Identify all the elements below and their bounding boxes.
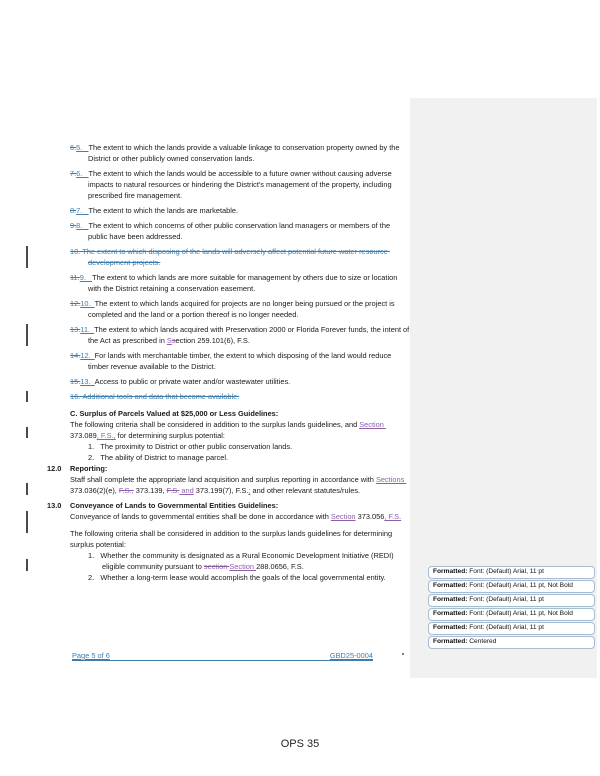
footer-page-number <box>72 651 110 660</box>
text-run: C. Surplus of Parcels Valued at $25,000 or Less Guidelines: <box>70 409 279 418</box>
balloon-text: Font: (Default) Arial, 11 pt <box>467 624 544 631</box>
text-run: , F.S., <box>96 431 116 440</box>
text-run: section <box>203 562 230 571</box>
text-run: 373.089 <box>70 431 97 440</box>
formatted-balloon[interactable] <box>428 608 595 621</box>
deleted-item-10 <box>70 246 410 268</box>
text-run: 13. <box>80 377 91 386</box>
text-run: Staff shall complete the appropriate land acquisition and surplus reporting in accordance with <box>70 475 376 484</box>
balloon-text: Font: (Default) Arial, 11 pt, Not Bold <box>467 610 573 617</box>
change-bar <box>26 324 28 346</box>
balloon-list <box>428 566 595 649</box>
surplus-parcels-heading <box>70 408 410 419</box>
text-run: 16. Additional tools and data that become available. <box>70 392 240 401</box>
page-footer <box>72 649 373 661</box>
text-run: 15. <box>70 377 81 386</box>
conveyance-sub-item-1 <box>88 550 410 572</box>
list-item-12 <box>70 350 410 372</box>
text-run: Reporting: <box>70 464 108 473</box>
list-item-6 <box>70 168 410 201</box>
text-run: 7. <box>76 206 83 215</box>
balloon-text: Centered <box>467 638 497 645</box>
formatted-balloon[interactable] <box>428 580 595 593</box>
text-run: ; <box>248 486 251 495</box>
text-run: for determining surplus potential: <box>115 431 225 440</box>
text-run: The extent to which the lands provide a valuable linkage to conservation property owned by the District or other publicly owned conservation lands. <box>88 143 402 163</box>
text-run: 9. <box>79 273 86 282</box>
text-run: Conveyance of lands to governmental entities shall be done in accordance with <box>70 512 331 521</box>
formatted-balloon[interactable] <box>428 566 595 579</box>
list-item-10 <box>70 298 410 320</box>
formatted-balloon[interactable] <box>428 594 595 607</box>
balloon-label: Formatted: <box>433 610 468 617</box>
conveyance-criteria-intro <box>70 528 410 550</box>
list-item-11 <box>70 324 410 346</box>
text-run: The following criteria shall be considered in addition to the surplus lands guidelines for determining surplus potential: <box>70 529 395 549</box>
text-run: For lands with merchantable timber, the extent to which disposing of the land would reduce timber revenue available to the District. <box>88 351 394 371</box>
text-run: F.S. <box>166 486 180 495</box>
footer-doc-number <box>330 651 373 660</box>
balloon-label: Formatted: <box>433 582 468 589</box>
conveyance-body <box>70 511 410 522</box>
text-run: 12. <box>80 351 91 360</box>
text-run: The extent to which the lands are marketable. <box>88 206 239 215</box>
text-run: 373.036(2)(e), <box>70 486 119 495</box>
text-run: Access to public or private water and/or wastewater utilities. <box>94 377 291 386</box>
text-run: 6. <box>70 143 77 152</box>
text-run: The extent to which lands acquired for projects are no longer being pursued or the project is completed and the land or a portion thereof is no longer needed. <box>88 299 397 319</box>
text-run: , F.S. <box>384 512 402 521</box>
change-bar <box>26 427 28 438</box>
balloon-label: Formatted: <box>433 568 468 575</box>
list-item-8 <box>70 220 410 242</box>
text-run: The extent to which concerns of other public conservation land managers or members of the public have been addressed. <box>88 221 393 241</box>
balloon-text: Font: (Default) Arial, 11 pt <box>467 596 544 603</box>
text-run: 373.139, <box>133 486 167 495</box>
balloon-label: Formatted: <box>433 624 468 631</box>
text-run: The extent to which lands are more suitable for management by others due to size or location with the District retaining a conservation easement. <box>88 273 400 293</box>
text-run: 1. Whether the community is designated as a Rural Economic Development Initiative (REDI) eligible community pursuant to <box>88 551 396 571</box>
balloon-text: Font: (Default) Arial, 11 pt <box>467 568 544 575</box>
formatted-balloon[interactable] <box>428 622 595 635</box>
change-bar <box>26 391 28 402</box>
text-run: 373.199(7), F.S. <box>193 486 249 495</box>
text-run: 11. <box>70 273 80 282</box>
text-run: The extent to which lands acquired with Preservation 2000 or Florida Forever funds, the intent of the Act as prescribed in <box>88 325 412 345</box>
list-item-13 <box>70 376 410 387</box>
text-run: ection 259.101(6), F.S. <box>175 336 250 345</box>
text-run: 288.0656, F.S. <box>256 562 304 571</box>
surplus-sub-item-1 <box>88 441 410 452</box>
balloon-label: Formatted: <box>433 638 468 645</box>
change-bar <box>26 511 28 533</box>
conveyance-heading <box>47 500 410 511</box>
text-run: 6. <box>76 169 83 178</box>
change-bar <box>26 246 28 268</box>
list-item-5 <box>70 142 410 164</box>
text-run: 13. <box>70 325 81 334</box>
text-run: S <box>166 336 172 345</box>
page-label: OPS 35 <box>280 738 320 750</box>
text-run: GBD25-0004 <box>329 651 373 660</box>
text-run: F.S., <box>118 486 134 495</box>
list-item-7 <box>70 205 410 216</box>
text-run: Section <box>330 512 356 521</box>
text-run: 373.056 <box>355 512 385 521</box>
text-run: 5. <box>76 143 83 152</box>
conveyance-sub-item-2 <box>88 572 410 583</box>
formatted-balloon[interactable] <box>428 636 595 649</box>
text-run: The extent to which the lands would be accessible to a future owner without causing adverse impacts to natural resources or hindering the District's management of the property, including prescribed fire management. <box>88 169 394 200</box>
text-run: Section <box>229 562 257 571</box>
section-number: 12.0 <box>47 464 62 473</box>
text-run: 10. The extent to which disposing of the lands will adversely affect potential future water resource development projects. <box>70 247 390 267</box>
text-run: 10. <box>80 299 91 308</box>
reporting-heading <box>47 463 410 474</box>
text-run: 9. <box>70 221 77 230</box>
text-run: Conveyance of Lands to Governmental Entities Guidelines: <box>70 501 279 510</box>
text-run: 11. <box>80 325 91 334</box>
balloon-text: Font: (Default) Arial, 11 pt, Not Bold <box>467 582 573 589</box>
section-number: 13.0 <box>47 501 62 510</box>
text-run: s <box>171 336 176 345</box>
text-run: Page 5 of 6 <box>72 651 110 660</box>
text-run: 1. The proximity to District or other public conservation lands. <box>88 442 293 451</box>
text-run: 14. <box>70 351 81 360</box>
text-run: and other relevant statutes/rules. <box>250 486 361 495</box>
text-run: 2. Whether a long-term lease would accomplish the goals of the local governmental entity. <box>88 573 386 582</box>
text-run: 8. <box>70 206 77 215</box>
text-run: and <box>179 486 194 495</box>
surplus-sub-item-2 <box>88 452 410 463</box>
footer-paragraph-mark-icon <box>402 653 404 655</box>
surplus-parcels-body <box>70 419 410 441</box>
text-run: Sections <box>375 475 407 484</box>
reporting-body <box>70 474 410 496</box>
balloon-label: Formatted: <box>433 596 468 603</box>
text-run: 8. <box>76 221 83 230</box>
list-item-9 <box>70 272 410 294</box>
text-run: Section <box>359 420 386 429</box>
document-content <box>47 142 412 583</box>
deleted-item-16 <box>70 391 410 402</box>
text-run: 12. <box>70 299 81 308</box>
change-bar <box>26 483 28 495</box>
text-run: 2. The ability of District to manage parcel. <box>88 453 229 462</box>
change-bar <box>26 559 28 571</box>
text-run: 7. <box>70 169 77 178</box>
text-run: The following criteria shall be considered in addition to the surplus lands guidelines, and <box>70 420 360 429</box>
